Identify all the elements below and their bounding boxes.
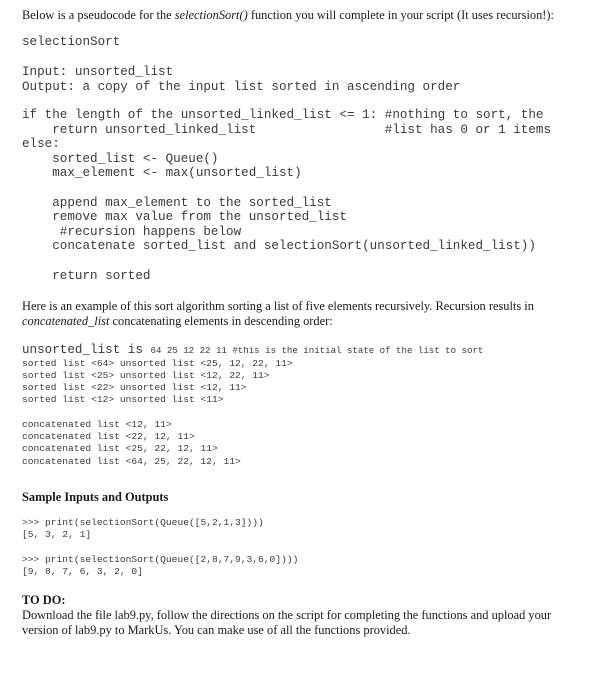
pseudocode-line: append max_element to the sorted_list (22, 195, 332, 210)
pseudocode-output-line: Output: a copy of the input list sorted in ascending order (22, 79, 461, 94)
sample-output: [9, 8, 7, 6, 3, 2, 0] (22, 566, 143, 578)
example-concat-line: concatenated list <64, 25, 22, 12, 11> (22, 455, 241, 467)
pseudocode-line: #recursion happens below (22, 224, 242, 239)
example-concat-line: concatenated list <22, 12, 11> (22, 431, 195, 443)
example-first-rest: 64 25 12 22 11 #this is the initial state of the list to sort (150, 345, 484, 356)
example-sorted-line: sorted list <22> unsorted list <12, 11> (22, 382, 247, 393)
pseudocode-line: concatenate sorted_list and selectionSort(unsorted_linked_list)) (22, 239, 536, 254)
pseudocode-line (22, 181, 585, 196)
intro-text-after: function you will complete in your script (It uses recursion!): (247, 8, 554, 22)
sample-2 (22, 554, 585, 578)
todo-section (22, 593, 585, 638)
pseudocode-io (22, 65, 585, 94)
pseudocode-line (22, 254, 585, 269)
pseudocode-line: return sorted (22, 268, 151, 283)
example-concat-line: concatenated list <12, 11> (22, 419, 172, 430)
todo-line2: version of lab9.py to MarkUs. You can make use of all the functions provided. (22, 623, 411, 637)
example-intro-variable: concatenated_list (22, 314, 110, 328)
example-concatenation (22, 419, 585, 468)
pseudocode-line: else: (22, 137, 60, 152)
pseudocode-line: return unsorted_linked_list #list has 0 or 1 items (22, 122, 552, 137)
example-sorted-line: sorted list <25> unsorted list <12, 22, 11> (22, 369, 270, 381)
intro-text-before: Below is a pseudocode for the (22, 8, 175, 22)
pseudocode-title-text: selectionSort (22, 35, 121, 49)
todo-line1: Download the file lab9.py, follow the directions on the script for completing the functions and upload your (22, 608, 552, 622)
pseudocode-body (22, 108, 585, 283)
example-trace (22, 343, 585, 406)
example-sorted-line: sorted list <12> unsorted list <11> (22, 394, 224, 406)
pseudocode-title (22, 35, 585, 50)
pseudocode-input-line: Input: unsorted_list (22, 65, 174, 79)
example-sorted-line: sorted list <64> unsorted list <25, 12, 22, 11> (22, 357, 293, 369)
example-concat-line: concatenated list <25, 22, 12, 11> (22, 443, 218, 455)
pseudocode-line: max_element <- max(unsorted_list) (22, 166, 302, 181)
sample-input: >>> print(selectionSort(Queue([5,2,1,3]))) (22, 517, 264, 528)
pseudocode-line: remove max value from the unsorted_list (22, 210, 347, 225)
sample-input: >>> print(selectionSort(Queue([2,8,7,9,3,6,0]))) (22, 554, 299, 565)
example-intro-line2: concatenating elements in descending order: (109, 314, 333, 328)
sample-1 (22, 517, 585, 541)
intro-paragraph (22, 8, 585, 23)
example-first-label: unsorted_list is (22, 343, 151, 357)
intro-function-name: selectionSort() (174, 8, 248, 22)
example-first-line (22, 343, 585, 358)
pseudocode-line: if the length of the unsorted_linked_list <= 1: #nothing to sort, the (22, 108, 544, 122)
samples-heading (22, 490, 585, 505)
example-intro-paragraph (22, 299, 585, 329)
example-intro-line1: Here is an example of this sort algorithm sorting a list of five elements recursively. Recursion results in (22, 299, 534, 313)
todo-heading: TO DO: (22, 593, 66, 607)
sample-output: [5, 3, 2, 1] (22, 529, 92, 541)
pseudocode-line: sorted_list <- Queue() (22, 151, 219, 166)
samples-heading-text: Sample Inputs and Outputs (22, 490, 169, 504)
